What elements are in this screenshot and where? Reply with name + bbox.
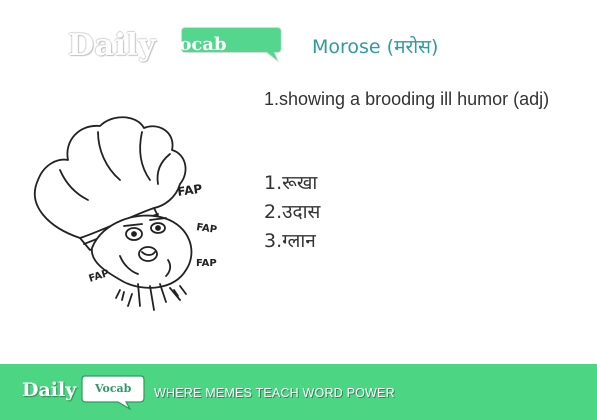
chef-rage-face-icon <box>20 110 245 315</box>
logo-vocab-text: Vocab <box>167 34 227 55</box>
word-title: Morose (मरोस) <box>312 36 439 58</box>
fap-sound-4: FAP <box>87 267 111 285</box>
footer-daily-text: Daily <box>22 379 77 401</box>
footer-vocab-text: Vocab <box>95 382 132 395</box>
fap-sound-3: FAP <box>196 258 217 269</box>
meaning-item: 3.ग्लान <box>264 230 316 252</box>
fap-sound-2: FAP <box>195 222 218 236</box>
word-definition: 1.showing a brooding ill humor (adj) <box>264 89 550 109</box>
meaning-item: 1.रूखा <box>264 172 318 194</box>
logo-top <box>68 26 243 88</box>
footer <box>0 364 597 420</box>
logo-daily-text: Daily <box>68 28 157 63</box>
meaning-item: 2.उदास <box>264 201 321 223</box>
fap-sound-1: FAP <box>176 181 204 199</box>
footer-tagline: WHERE MEMES TEACH WORD POWER <box>154 386 395 400</box>
meanings-list <box>264 169 320 256</box>
